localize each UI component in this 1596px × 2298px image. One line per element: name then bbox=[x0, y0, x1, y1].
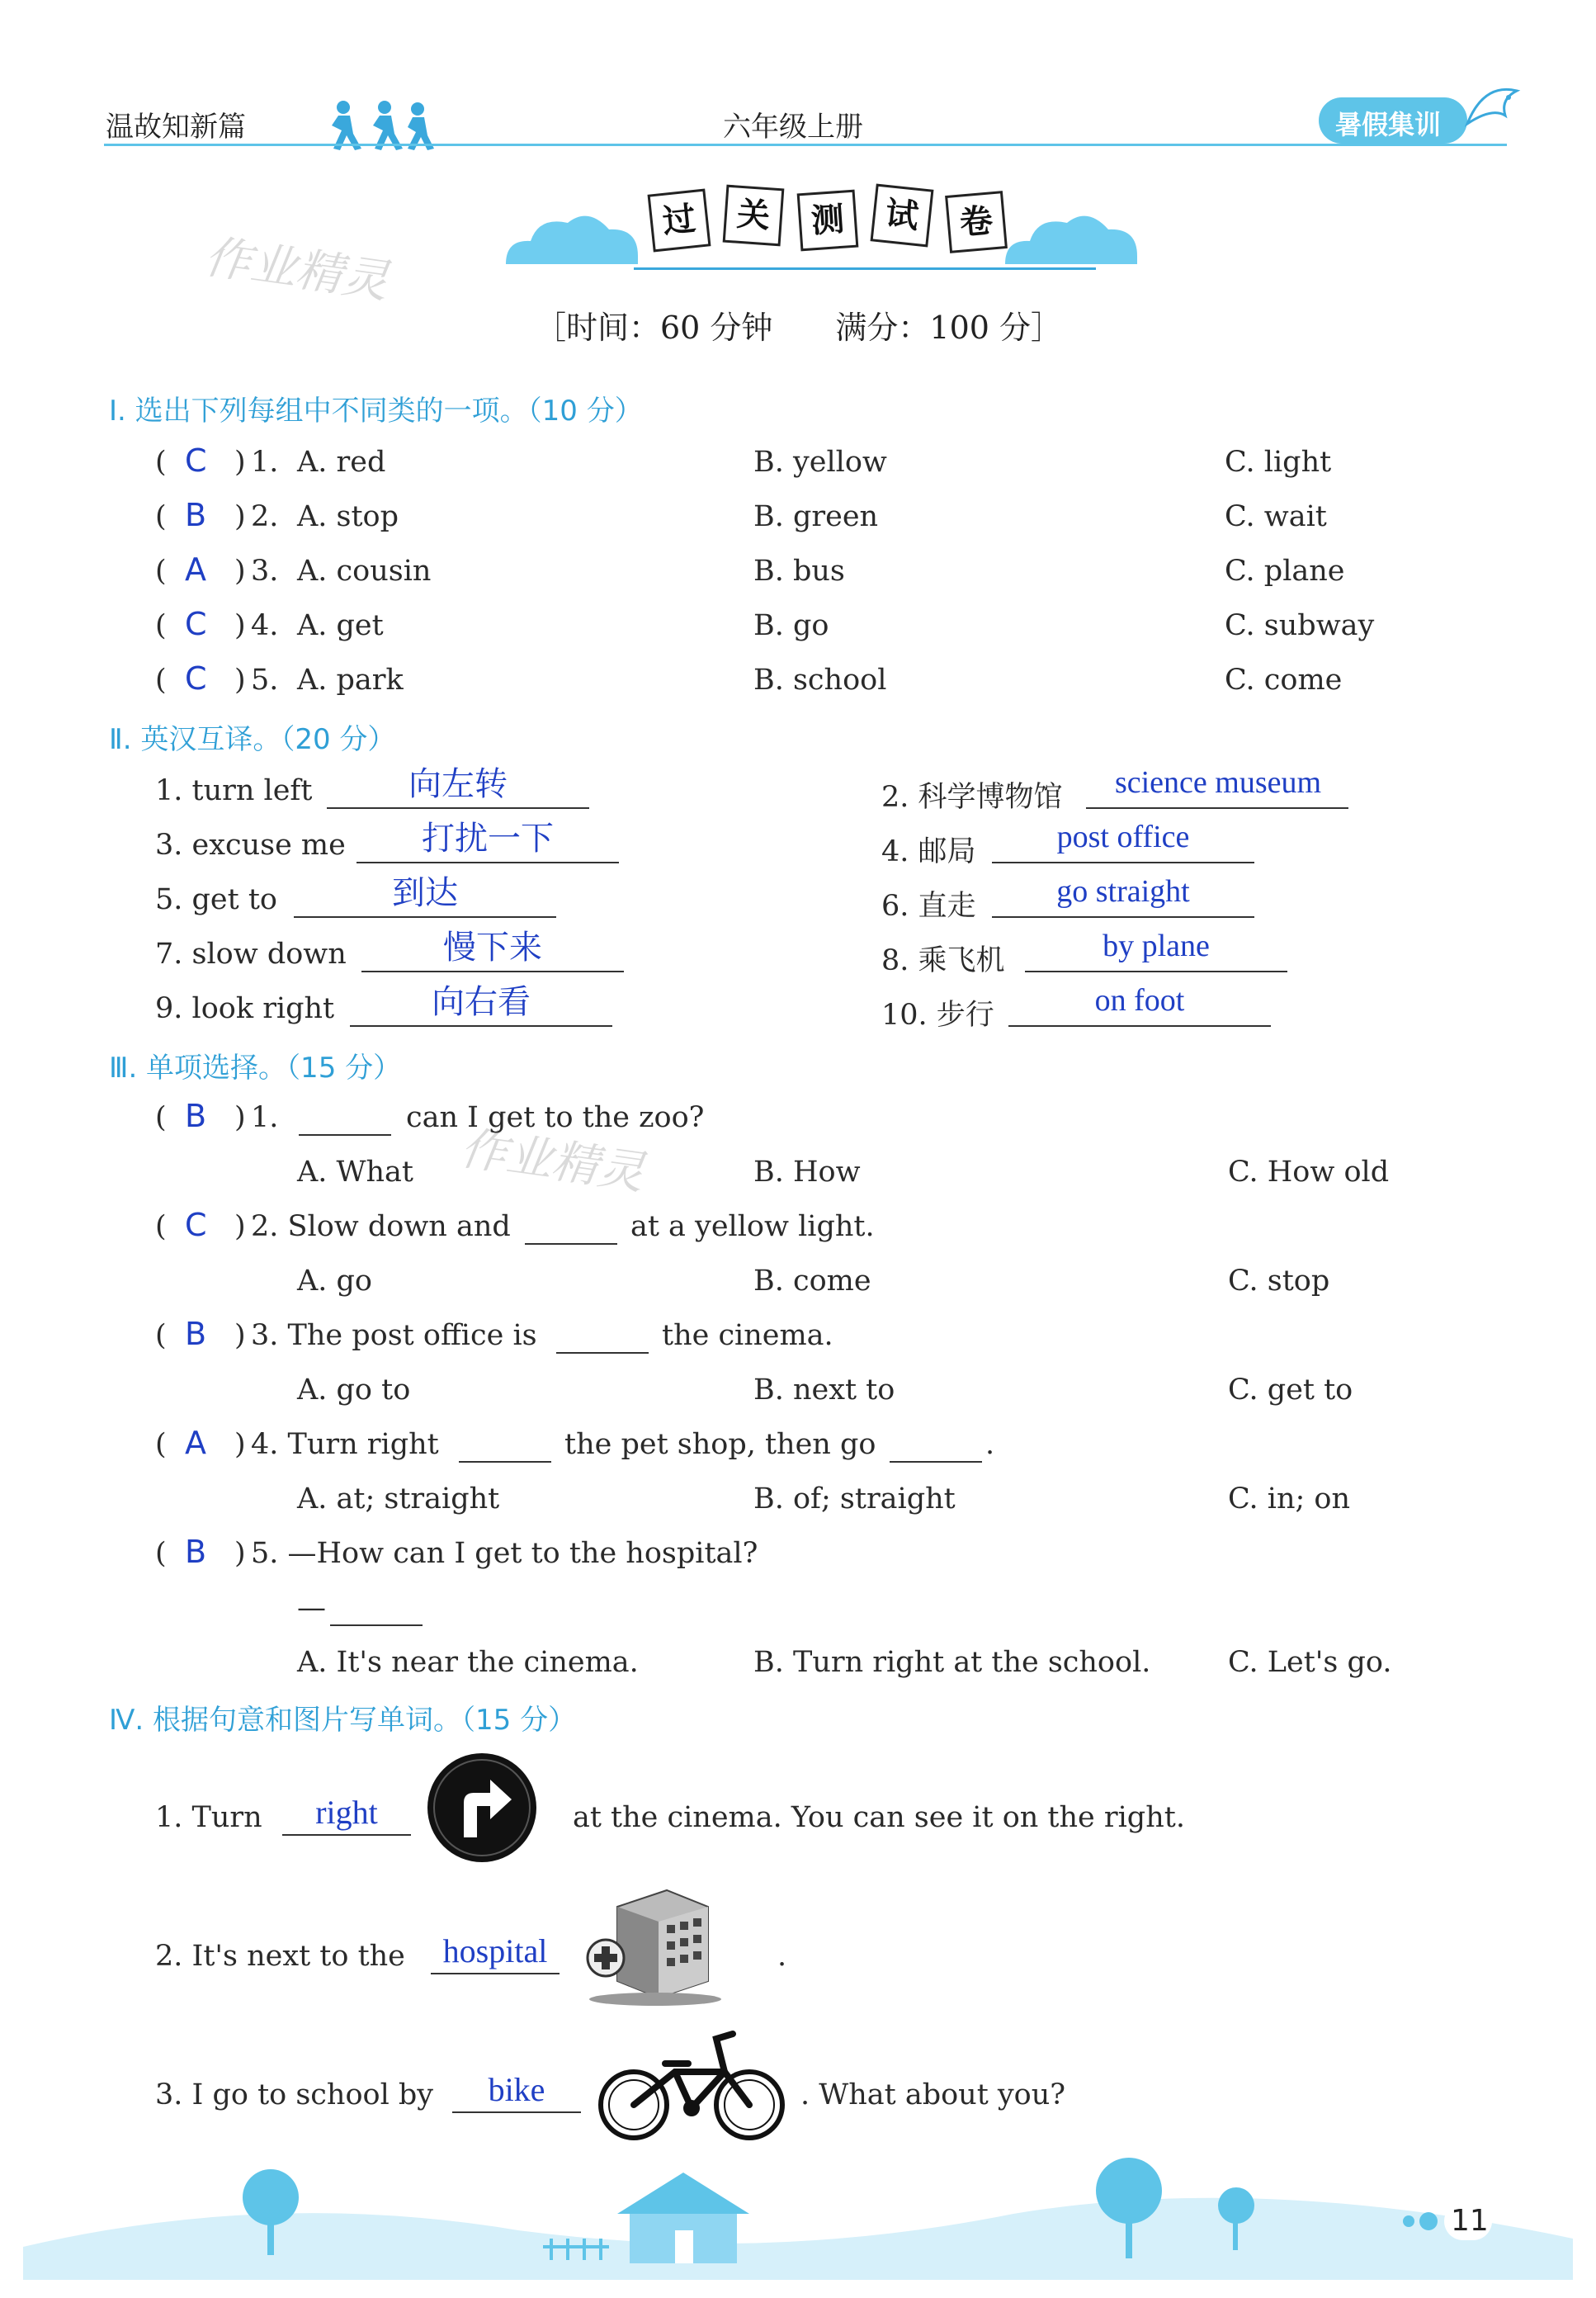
watermark-top: 作业精灵 bbox=[201, 229, 392, 310]
question-stem-tail: the cinema. bbox=[662, 1319, 833, 1352]
question-stem: 2. Slow down and bbox=[251, 1210, 511, 1243]
running-kids-icon bbox=[320, 97, 444, 155]
question-stem-middle: the pet shop, then go bbox=[564, 1428, 876, 1461]
cloud-left-icon bbox=[498, 206, 646, 272]
option-c: C. in; on bbox=[1228, 1482, 1351, 1515]
translation-answer: 打扰一下 bbox=[422, 820, 554, 857]
option-a: A. It's near the cinema. bbox=[297, 1646, 639, 1679]
translation-answer: by plane bbox=[1103, 929, 1210, 963]
picture-answer: hospital bbox=[442, 1932, 548, 1969]
translation-prompt: 2. 科学博物馆 bbox=[881, 781, 1063, 814]
translation-answer: science museum bbox=[1114, 765, 1322, 800]
answer-choice: B bbox=[185, 497, 207, 533]
answer-blank bbox=[1025, 971, 1287, 972]
paren-left: ( bbox=[155, 664, 167, 697]
translation-prompt: 8. 乘飞机 bbox=[881, 944, 1005, 977]
title-char-4: 试 bbox=[871, 184, 934, 248]
answer-blank bbox=[525, 1243, 617, 1245]
question-stem-tail: can I get to the zoo? bbox=[406, 1101, 705, 1134]
translation-answer: 到达 bbox=[392, 874, 458, 911]
picture-question-tail: at the cinema. You can see it on the right. bbox=[573, 1801, 1185, 1834]
option-a: A. get bbox=[297, 609, 384, 642]
question-number: 4. bbox=[251, 609, 279, 642]
title-char-5: 卷 bbox=[945, 191, 1008, 253]
option-b: B. come bbox=[753, 1265, 871, 1298]
answer-blank bbox=[330, 1624, 423, 1626]
answer-blank bbox=[992, 916, 1254, 918]
reply-dash: — bbox=[297, 1591, 326, 1624]
option-b: B. yellow bbox=[753, 446, 887, 479]
translation-prompt: 4. 邮局 bbox=[881, 835, 976, 868]
answer-choice: B bbox=[185, 1534, 207, 1570]
option-c: C. stop bbox=[1228, 1265, 1330, 1298]
paren-left: ( bbox=[155, 1319, 167, 1352]
question-number: 5. bbox=[251, 664, 279, 697]
option-a: A. at; straight bbox=[297, 1482, 500, 1515]
answer-blank bbox=[992, 862, 1254, 863]
translation-answer: on foot bbox=[1094, 983, 1185, 1018]
question-number: 3. bbox=[251, 555, 279, 588]
title-char-1: 过 bbox=[648, 189, 711, 253]
paren-right: ) bbox=[234, 555, 246, 588]
question-stem: 3. The post office is bbox=[251, 1319, 537, 1352]
option-b: B. go bbox=[753, 609, 829, 642]
paren-left: ( bbox=[155, 555, 167, 588]
option-a: A. park bbox=[297, 664, 404, 697]
answer-choice: C bbox=[185, 1207, 207, 1243]
answer-blank bbox=[890, 1461, 982, 1463]
option-a: A. go bbox=[297, 1265, 373, 1298]
paren-left: ( bbox=[155, 500, 167, 533]
picture-question-tail: . What about you? bbox=[800, 2078, 1066, 2111]
question-stem: 1. bbox=[251, 1101, 279, 1134]
translation-prompt: 7. slow down bbox=[155, 938, 347, 971]
answer-blank bbox=[459, 1461, 551, 1463]
answer-blank bbox=[282, 1834, 411, 1836]
translation-prompt: 6. 直走 bbox=[881, 890, 976, 923]
translation-prompt: 1. turn left bbox=[155, 774, 313, 807]
question-stem-tail: . bbox=[985, 1428, 995, 1461]
paren-left: ( bbox=[155, 609, 167, 642]
paren-right: ) bbox=[234, 446, 246, 479]
translation-prompt: 5. get to bbox=[155, 883, 277, 916]
hospital-building-icon bbox=[576, 1882, 725, 2006]
watermark-middle: 作业精灵 bbox=[456, 1121, 648, 1201]
dolphin-mascot-icon bbox=[1459, 74, 1525, 140]
answer-blank bbox=[294, 916, 556, 918]
option-a: A. cousin bbox=[297, 555, 432, 588]
paren-right: ) bbox=[234, 1537, 246, 1570]
answer-choice: B bbox=[185, 1098, 207, 1134]
page-number: 11 bbox=[1451, 2204, 1489, 2238]
title-char-2: 关 bbox=[723, 185, 785, 247]
answer-choice: B bbox=[185, 1316, 207, 1352]
question-number: 2. bbox=[251, 500, 279, 533]
header-left-label: 温故知新篇 bbox=[106, 111, 246, 144]
option-c: C. How old bbox=[1228, 1156, 1390, 1189]
option-b: B. green bbox=[753, 500, 879, 533]
translation-answer: post office bbox=[1056, 820, 1190, 854]
paren-right: ) bbox=[234, 500, 246, 533]
landscape-footer-icon bbox=[23, 2115, 1573, 2280]
answer-choice: A bbox=[185, 551, 206, 588]
answer-choice: A bbox=[185, 1425, 206, 1461]
paren-right: ) bbox=[234, 1428, 246, 1461]
header-logo-badge bbox=[1319, 97, 1467, 144]
picture-answer: right bbox=[315, 1794, 378, 1831]
translation-answer: go straight bbox=[1056, 874, 1190, 909]
answer-choice: C bbox=[185, 660, 207, 697]
option-b: B. Turn right at the school. bbox=[753, 1646, 1151, 1679]
time-score-info: ［时间：60 分钟 满分：100 分］ bbox=[535, 310, 1063, 346]
option-b: B. school bbox=[753, 664, 887, 697]
option-c: C. wait bbox=[1225, 500, 1327, 533]
section-2-heading: Ⅱ. 英汉互译。（20 分） bbox=[109, 723, 396, 756]
worksheet-page bbox=[23, 18, 1573, 2280]
page-number-badge bbox=[1444, 2202, 1492, 2240]
option-b: B. How bbox=[753, 1156, 861, 1189]
picture-question-tail: . bbox=[777, 1940, 787, 1973]
answer-blank bbox=[299, 1134, 391, 1136]
translation-answer: 向左转 bbox=[408, 765, 508, 802]
translation-answer: 向右看 bbox=[432, 983, 531, 1020]
section-1-heading: Ⅰ. 选出下列每组中不同类的一项。（10 分） bbox=[109, 395, 643, 428]
option-c: C. subway bbox=[1225, 609, 1375, 642]
paren-left: ( bbox=[155, 446, 167, 479]
option-c: C. light bbox=[1225, 446, 1332, 479]
question-number: 1. bbox=[251, 446, 279, 479]
option-c: C. Let's go. bbox=[1228, 1646, 1392, 1679]
header-divider bbox=[104, 144, 1507, 146]
translation-prompt: 9. look right bbox=[155, 992, 335, 1025]
option-c: C. plane bbox=[1225, 555, 1345, 588]
paren-left: ( bbox=[155, 1101, 167, 1134]
answer-blank bbox=[556, 1352, 649, 1354]
translation-answer: 慢下来 bbox=[443, 929, 542, 966]
cloud-right-icon bbox=[997, 206, 1145, 272]
question-stem-tail: at a yellow light. bbox=[630, 1210, 875, 1243]
paren-right: ) bbox=[234, 1319, 246, 1352]
option-b: B. next to bbox=[753, 1374, 895, 1407]
option-a: A. go to bbox=[297, 1374, 411, 1407]
option-c: C. come bbox=[1225, 664, 1343, 697]
picture-answer: bike bbox=[488, 2071, 545, 2108]
option-b: B. bus bbox=[753, 555, 845, 588]
header-logo-label: 暑假集训 bbox=[1335, 109, 1442, 140]
picture-question: 1. Turn bbox=[155, 1801, 262, 1834]
paren-right: ) bbox=[234, 1210, 246, 1243]
option-a: A. red bbox=[297, 446, 386, 479]
title-char-3: 测 bbox=[797, 190, 859, 252]
answer-blank bbox=[350, 1025, 612, 1027]
paren-right: ) bbox=[234, 664, 246, 697]
page-dot bbox=[1403, 2215, 1414, 2227]
section-3-heading: Ⅲ. 单项选择。（15 分） bbox=[109, 1052, 402, 1085]
question-stem: 4. Turn right bbox=[251, 1428, 439, 1461]
section-4-heading: Ⅳ. 根据句意和图片写单词。（15 分） bbox=[109, 1704, 577, 1737]
question-stem: 5. —How can I get to the hospital? bbox=[251, 1537, 758, 1570]
answer-choice: C bbox=[185, 442, 207, 479]
answer-blank bbox=[452, 2111, 581, 2113]
paren-left: ( bbox=[155, 1537, 167, 1570]
paren-left: ( bbox=[155, 1428, 167, 1461]
turn-right-sign-icon bbox=[426, 1752, 538, 1864]
paren-left: ( bbox=[155, 1210, 167, 1243]
paren-right: ) bbox=[234, 1101, 246, 1134]
answer-blank bbox=[1008, 1025, 1271, 1027]
answer-blank bbox=[357, 862, 619, 863]
header-grade-label: 六年级上册 bbox=[723, 111, 863, 144]
option-c: C. get to bbox=[1228, 1374, 1353, 1407]
answer-blank bbox=[1086, 807, 1348, 809]
answer-blank bbox=[361, 971, 624, 972]
translation-prompt: 3. excuse me bbox=[155, 829, 346, 862]
picture-question: 2. It's next to the bbox=[155, 1940, 405, 1973]
answer-blank bbox=[327, 807, 589, 809]
page-dot bbox=[1419, 2212, 1438, 2230]
title-underline bbox=[634, 267, 1096, 270]
picture-question: 3. I go to school by bbox=[155, 2078, 434, 2111]
option-a: A. What bbox=[297, 1156, 413, 1189]
paren-right: ) bbox=[234, 609, 246, 642]
option-a: A. stop bbox=[297, 500, 399, 533]
answer-blank bbox=[431, 1973, 560, 1974]
answer-choice: C bbox=[185, 606, 207, 642]
option-b: B. of; straight bbox=[753, 1482, 956, 1515]
translation-prompt: 10. 步行 bbox=[881, 999, 994, 1032]
